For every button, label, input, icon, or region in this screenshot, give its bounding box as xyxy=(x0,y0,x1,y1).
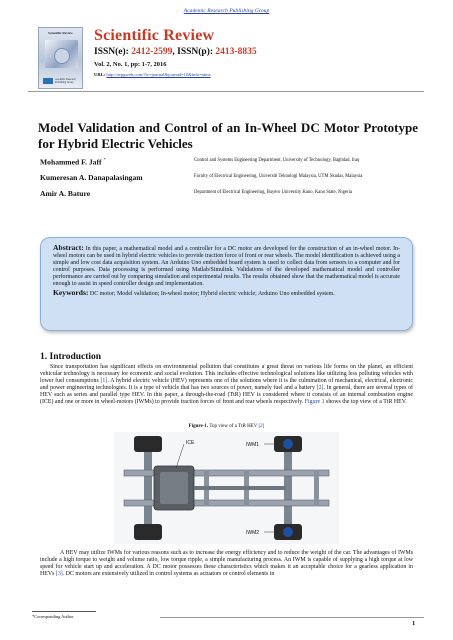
figure-vehicle-chassis xyxy=(114,432,339,544)
vehicle-chassis-drawing xyxy=(114,432,339,544)
page-divider xyxy=(160,617,424,618)
issn-p: 2413-8835 xyxy=(215,47,257,57)
front-right-wheel xyxy=(134,524,162,540)
keywords xyxy=(53,289,400,298)
author-1-name: Mohammed F. Jaff xyxy=(40,157,102,167)
iwm1-motor xyxy=(283,439,293,449)
journal-name: Scientific Review xyxy=(94,27,215,44)
journal-cover-image xyxy=(38,27,83,89)
volume-info: Vol. 2, No. 1, pp: 1-7, 2016 xyxy=(94,61,167,68)
issn-label-p: , ISSN(p): xyxy=(172,47,216,57)
author-name-3: Amir A. Bature xyxy=(40,189,91,198)
journal-url-link[interactable]: http://arpgweb.com/?ic=journal&journal=10&info=aims xyxy=(106,72,211,77)
paper-title: Model Validation and Control of an In-Wheel DC Motor Prototype for Hybrid Electric Vehicles xyxy=(38,120,418,151)
cover-photo xyxy=(45,40,78,68)
author-name-1 xyxy=(40,157,106,167)
corresponding-mark: * xyxy=(103,157,106,162)
author-affiliation-2: Faculty of Electrical Engineering, Universiti Teknologi Malaysia, UTM Skudai, Malaysia xyxy=(194,174,363,179)
url-label: URL: xyxy=(94,72,107,77)
publisher-header[interactable]: Academic Research Publishing Group xyxy=(183,8,270,14)
abstract-label: Abstract: xyxy=(53,243,84,252)
citation-link-1[interactable]: [1] xyxy=(100,378,108,385)
publisher-logo-icon xyxy=(43,78,53,84)
issn-line xyxy=(94,47,257,57)
cover-logo-text: Academic Research Publishing Group xyxy=(55,78,76,84)
intro-paragraph-1 xyxy=(40,364,413,407)
issn-e: 2412-2599 xyxy=(131,47,173,57)
section-heading-introduction: 1. Introduction xyxy=(40,352,102,362)
author-affiliation-3: Department of Electrical Engineering, Bayero University Kano, Kano State, Nigeria xyxy=(194,190,353,195)
cover-title: Scientific Review xyxy=(48,31,73,35)
front-left-wheel xyxy=(134,436,162,452)
intro-paragraph-2 xyxy=(40,550,413,578)
label-iwm2: IWM2 xyxy=(246,530,260,536)
label-iwm1: IWM1 xyxy=(246,442,260,448)
figure-caption-label: Figure-1. xyxy=(188,424,209,429)
corresponding-author-note: *Corresponding Author xyxy=(32,614,74,619)
header-divider xyxy=(28,91,424,92)
figure-caption-text: Top view of a TtR HEV xyxy=(208,424,259,429)
author-affiliation-1: Control and Systems Engineering Department, University of Technology, Baghdad, Iraq xyxy=(194,158,360,163)
intro-p1-d: shows the top view of a TtR HEV. xyxy=(324,399,407,406)
intro-p1-b: . A hybrid electric vehicle (HEV) represents one of the solutions where it is the culmination of mechanical, electrical, electronic and power engineering technologies. It is a type of vehicle that has two sources of power, namely fuel and a battery xyxy=(40,378,414,392)
intro-p2-b: . DC motors are extensively utilized in control systems as actuators or control elements in xyxy=(62,571,275,578)
citation-link-3[interactable]: [3] xyxy=(55,571,63,578)
intro-p2-a: A HEV may utilize IWMs for various reasons such as to increase the energy efficiency and to reduce the weight of the car. The advantages of IWMs include a high torque to weight and volume ratio, low torque ripple, a simple manufacturing process. An IWM is capable of supplying a high torque at low speed for vehicle start up and acceleration. A DC motor possesses these characteristics which makes it an acceptable choice for a gearless application in HEVs xyxy=(40,550,413,578)
issn-label-e: ISSN(e): xyxy=(94,47,132,57)
figure-caption xyxy=(0,424,453,429)
abstract xyxy=(53,244,400,289)
page-number: 1 xyxy=(412,620,416,627)
url-line xyxy=(94,72,210,77)
author-name-2: Kumeresan A. Danapalasingam xyxy=(40,173,143,182)
intro-p1-c: . In general, there are several types of HEV such as series and parallel type HEV. In this paper, a through-the-road (TtR) HEV is considered where it consists of an internal combustion engine (ICE) and one or more in wheel-motors (IWMs) to provide traction forces of front and rear wheels respectively. xyxy=(40,385,413,406)
iwm2-motor xyxy=(283,527,293,537)
figure-citation-link[interactable]: [2] xyxy=(258,424,265,429)
label-ice: ICE xyxy=(186,440,195,446)
footnote-divider xyxy=(32,611,96,612)
abstract-text: In this paper, a mathematical model and a controller for a DC motor are developed for the construction of an in-wheel motor. In-wheel motors can be used in hybrid electric vehicles to provide traction force of front or rear wheels. The model identification is achieved using a simple and low cost data acquisition system. An Arduino Uno embedded board system is used to collect data from sensors to a computer and for control purposes. Data processing is performed using Matlab/Simulink. Validations of the developed mathematical model and controller performance are carried out by comparing simulation and experimental results. The results obtained show that the mathematical model is accurate enough to assist in speed controller design and implementation. xyxy=(53,246,400,288)
abstract-box xyxy=(40,237,413,331)
keywords-text: DC motor; Model validation; In-wheel motor; Hybrid electric vehicle; Arduino Uno embedded system. xyxy=(88,291,335,298)
figure-1-link[interactable]: Figure 1 xyxy=(304,399,325,406)
intro-p1-a: Since transportation has significant effects on environmental pollution that constitutes a great threat on various life forms on the planet, an efficient vehicular technology is necessary for economic and social evolution. This includes effective technological solutions like utilizing less polluting vehicles with lower fuel consumptions xyxy=(40,364,413,385)
keywords-label: Keywords: xyxy=(53,288,89,298)
citation-link-2[interactable]: [2] xyxy=(316,385,324,392)
